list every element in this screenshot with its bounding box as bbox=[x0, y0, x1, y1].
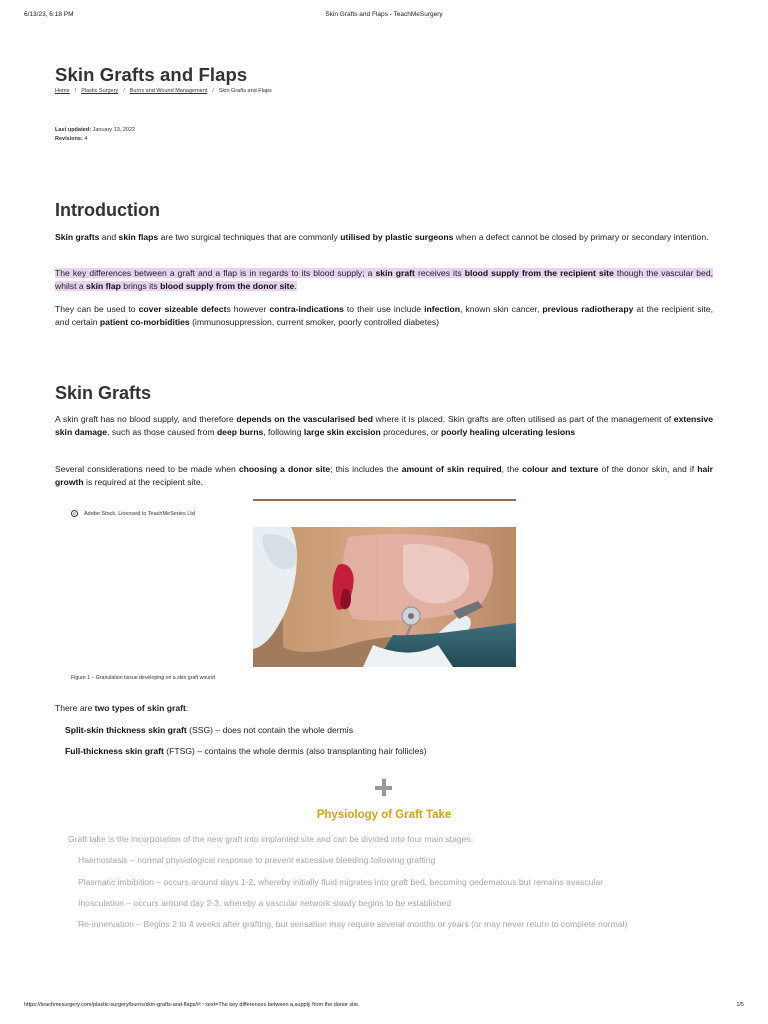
list-item-ftsg: Full-thickness skin graft (FTSG) – contains the whole dermis (also transplanting hair follicles) bbox=[65, 746, 427, 756]
physiology-intro: Graft take is the incorporation of the new graft into implanted site and can be divided into four main stages: bbox=[68, 834, 474, 844]
breadcrumb-burns-wound-management[interactable]: Burns and Wound Management bbox=[129, 88, 208, 94]
print-doc-title: Skin Grafts and Flaps - TeachMeSurgery bbox=[325, 11, 443, 18]
physiology-stage: Re-innervation – Begins 2 to 4 weeks after grafting, but sensation may require several months or years (or may never return to complete normal) bbox=[78, 919, 628, 929]
revisions: Revisions: 4 bbox=[55, 135, 88, 142]
text-run: of the donor skin, and if bbox=[598, 464, 698, 474]
text-run: They can be used to bbox=[55, 304, 139, 314]
physiology-stage: Plasmatic imbibition – occurs around days 1-2, whereby initially fluid migrates into graft bed, becoming oedematous but remains avascular bbox=[78, 877, 603, 887]
breadcrumb-separator: / bbox=[212, 88, 214, 94]
bold-text: patient co-morbidities bbox=[99, 317, 190, 328]
text-run: , following bbox=[263, 427, 304, 438]
figure-skin-graft-photo bbox=[253, 527, 516, 667]
text-run: where it is placed. Skin grafts are often utilised as part of the management of bbox=[373, 414, 674, 424]
bold-text: large skin excision bbox=[303, 427, 381, 438]
bold-text: Skin grafts bbox=[55, 232, 100, 242]
bold-text: cover sizeable defect bbox=[138, 304, 227, 314]
skin-graft-wound-image bbox=[253, 527, 516, 667]
text-run: (immunosuppression, current smoker, poorly controlled diabetes) bbox=[189, 317, 440, 328]
list-item-ssg: Split-skin thickness skin graft (SSG) – does not contain the whole dermis bbox=[65, 725, 354, 735]
text-run: : bbox=[185, 703, 189, 713]
text-run: is required at the recipient site. bbox=[83, 477, 204, 488]
text-run: when a defect cannot be closed by primary or secondary intention. bbox=[453, 232, 709, 242]
text-run: There are bbox=[55, 703, 95, 713]
bold-text: poorly healing ulcerating lesions bbox=[440, 427, 576, 438]
text-run: to their use include bbox=[343, 304, 425, 314]
bold-text: two types of skin graft bbox=[94, 703, 186, 713]
text-run: brings its bbox=[120, 281, 161, 292]
bold-text: skin graft bbox=[375, 268, 415, 278]
bold-text: blood supply from the donor site bbox=[160, 281, 295, 292]
breadcrumb-separator: / bbox=[74, 88, 77, 94]
bold-text: choosing a donor site bbox=[238, 464, 331, 474]
graft-types-intro bbox=[55, 703, 188, 713]
text-run: s however bbox=[226, 304, 270, 314]
text-run: The key differences between a graft and a flap is in regards to its blood supply; a bbox=[55, 268, 376, 278]
figure-credit: © Adobe Stock, Licensed to TeachMeSeries Ltd bbox=[71, 510, 195, 517]
intro-paragraph-2-highlighted bbox=[55, 267, 713, 294]
figure-caption: Figure 1 – Granulation tissue developing on a skin graft wound bbox=[71, 675, 215, 681]
physiology-stage: Inosculation – occurs around day 2-3, whereby a vascular network slowly begins to be established bbox=[78, 898, 452, 908]
bold-text: depends on the vascularised bed bbox=[236, 414, 373, 424]
text-run: and bbox=[99, 232, 119, 242]
bold-text: infection bbox=[424, 304, 460, 314]
physiology-stage: Haemostasis – normal physiological response to prevent excessive bleeding following grafting bbox=[78, 855, 436, 865]
article-meta bbox=[55, 126, 135, 143]
figure-divider bbox=[253, 499, 516, 501]
print-url: https://teachmesurgery.com/plastic-surgery/burns/skin-grafts-and-flaps/#:~:text=The key differences between a,supply from the donor site. bbox=[24, 1002, 360, 1008]
text-run: at the recipient site, and certain bbox=[55, 304, 713, 328]
bold-text: extensive skin damage bbox=[55, 414, 713, 438]
section-heading-introduction: Introduction bbox=[55, 200, 160, 220]
text-run: procedures, or bbox=[380, 427, 441, 438]
intro-paragraph-1 bbox=[55, 231, 713, 244]
bold-text: blood supply from the recipient site bbox=[464, 268, 614, 278]
breadcrumb-home[interactable]: Home bbox=[55, 88, 70, 94]
page-title: Skin Grafts and Flaps bbox=[55, 64, 248, 85]
intro-paragraph-3 bbox=[55, 303, 713, 330]
breadcrumb-current: Skin Grafts and Flaps bbox=[218, 88, 272, 94]
section-heading-skin-grafts: Skin Grafts bbox=[55, 383, 152, 403]
text-run: receives its bbox=[414, 268, 465, 278]
bold-text: skin flap bbox=[86, 281, 121, 292]
bold-text: hair growth bbox=[55, 464, 714, 488]
last-updated: Last updated: January 13, 2022 bbox=[55, 127, 136, 133]
print-page-number: 1/5 bbox=[736, 1002, 744, 1008]
text-run: , the bbox=[501, 464, 523, 474]
print-header bbox=[24, 11, 744, 23]
bold-text: deep burns bbox=[216, 427, 264, 438]
copyright-icon: © bbox=[71, 510, 78, 517]
text-run: ; this includes the bbox=[330, 464, 402, 474]
text-run: . bbox=[294, 281, 297, 292]
bold-text: colour and texture bbox=[522, 464, 599, 474]
grafts-paragraph-1 bbox=[55, 413, 713, 440]
text-run: , such as those caused from bbox=[107, 427, 217, 438]
bold-text: amount of skin required bbox=[401, 464, 502, 474]
breadcrumb-separator: / bbox=[123, 88, 125, 94]
bold-text: contra-indications bbox=[269, 304, 344, 314]
text-run: A skin graft has no blood supply, and therefore bbox=[55, 414, 237, 424]
accordion-physiology-title[interactable]: Physiology of Graft Take bbox=[316, 809, 452, 821]
text-run: are two surgical techniques that are commonly bbox=[158, 232, 341, 242]
print-date: 6/13/23, 6:18 PM bbox=[24, 11, 74, 18]
text-run: , known skin cancer, bbox=[459, 304, 543, 314]
bold-text: skin flaps bbox=[118, 232, 159, 242]
text-run: Several considerations need to be made when bbox=[55, 464, 239, 474]
grafts-paragraph-2 bbox=[55, 463, 713, 490]
bold-text: previous radiotherapy bbox=[542, 304, 634, 314]
text-run: though the vascular bed, whilst a bbox=[55, 268, 714, 292]
breadcrumb bbox=[55, 88, 272, 94]
breadcrumb-plastic-surgery[interactable]: Plastic Surgery bbox=[81, 88, 119, 94]
bold-text: utilised by plastic surgeons bbox=[340, 232, 454, 242]
expand-plus-icon[interactable] bbox=[374, 778, 394, 798]
